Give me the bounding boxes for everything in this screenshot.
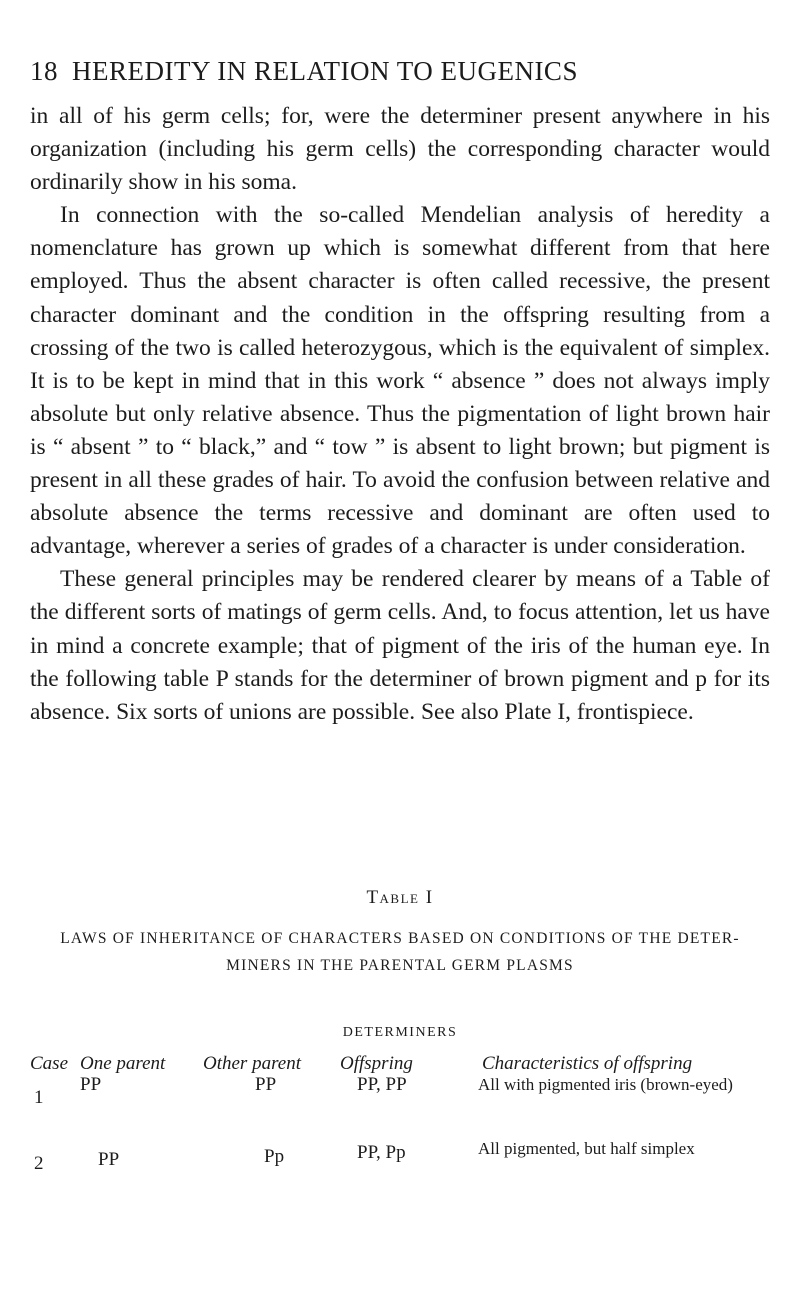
table-label: Table I [366,887,434,908]
table-caption-line-2: MINERS IN THE PARENTAL GERM PLASMS [226,957,574,974]
body-text [30,100,770,729]
row-1-case: 1 [34,1087,44,1108]
determiners-heading: DETERMINERS [342,1025,458,1040]
table-caption [30,925,770,979]
page-number: 18 [30,56,58,86]
table-caption-line-1: LAWS OF INHERITANCE OF CHARACTERS BASED ON CONDITIONS OF THE DETER- [60,930,740,947]
paragraph-3: These general principles may be rendered clearer by means of a Table of the different sorts of matings of germ cells. And, to focus attention, let us have in mind a concrete example; that of pigment of the iris of the human eye. In the following table P stands for the determiner of brown pigment and p for its absence. Six sorts of unions are possible. See also Plate I, frontispiece. [30,566,770,725]
row-1-other-parent: PP [255,1074,277,1095]
row-2-characteristics: All pigmented, but half simplex [478,1139,695,1158]
row-1-one-parent: PP [80,1074,102,1095]
column-header-case: Case [30,1053,68,1074]
column-header-offspring: Offspring [340,1053,413,1074]
row-2-offspring: PP, Pp [357,1142,406,1163]
column-header-one-parent: One parent [80,1053,166,1074]
column-header-characteristics: Characteristics of offspring [482,1053,693,1074]
row-1-characteristics: All with pigmented iris (brown-eyed) [478,1075,733,1094]
row-2-other-parent: Pp [264,1146,285,1167]
row-2-case: 2 [34,1153,44,1174]
row-1-offspring: PP, PP [357,1074,407,1095]
paragraph-1: in all of his germ cells; for, were the determiner present anywhere in his organization (including his germ cells) the corresponding character would ordinarily show in his soma. [30,103,770,196]
running-title: HEREDITY IN RELATION TO EUGENICS [72,56,578,86]
paragraph-2: In connection with the so-called Mendelian analysis of heredity a nomenclature has grown up which is somewhat different from that here employed. Thus the absent character is often called recessive, the present character dominant and the condition in the offspring resulting from a crossing of the two is called heterozygous, which is the equivalent of simplex. It is to be kept in mind that in this work “ absence ” does not always imply absolute but only relative absence. Thus the pigmentation of light brown hair is “ absent ” to “ black,” and “ tow ” is absent to light brown; but pigment is present in all these grades of hair. To avoid the confusion between relative and absolute absence the terms recessive and dominant are often used to advantage, wherever a series of grades of a character is under consideration. [30,202,770,560]
column-header-other-parent: Other parent [203,1053,301,1074]
row-2-one-parent: PP [98,1149,120,1170]
running-head [30,56,578,87]
